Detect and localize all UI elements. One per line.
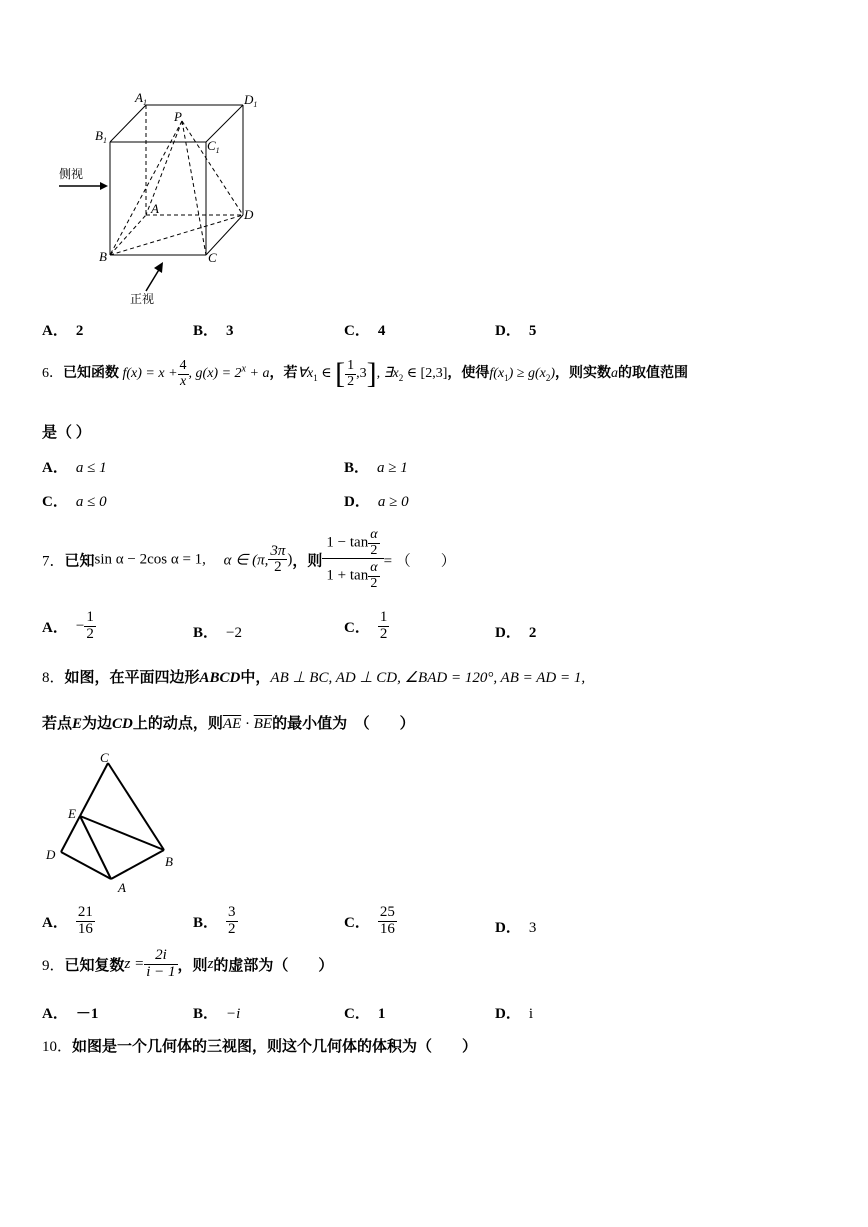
q7-option-a[interactable] (42, 610, 96, 643)
q7-option-b[interactable] (193, 621, 242, 642)
q6-in: ∈ [2,3] (403, 366, 448, 382)
q9-option-a[interactable] (42, 1002, 98, 1023)
q6-sup: x (241, 363, 246, 375)
label-d: D (46, 847, 56, 862)
q8-conditions: AB ⊥ BC, AD ⊥ CD, ∠BAD = 120°, AB = AD = 1, (270, 670, 586, 686)
q6-option-d[interactable] (344, 490, 409, 511)
q6-g-expr: , g(x) = 2 (188, 366, 242, 382)
option-value: －1 (75, 1006, 99, 1022)
q7-eq-end: = （ ） (383, 553, 456, 570)
q8-text: 的最小值为 （ ） (272, 716, 415, 732)
option-value: 2 (75, 323, 84, 339)
q6-fraction (178, 359, 189, 389)
option-value: −i (226, 1006, 241, 1022)
option-label: A． (42, 460, 68, 476)
q6-var: a (611, 366, 619, 382)
q7-text: ，则 (292, 553, 323, 570)
option-label: D． (495, 323, 521, 339)
q8-text: 如图，在平面四边形 (64, 670, 200, 686)
option-value: 2 (528, 625, 537, 641)
q7-eq: sin α − 2cos α = 1, (94, 551, 206, 568)
label-p: P (174, 109, 182, 124)
frac-num: 3 (228, 904, 236, 920)
option-value: 5 (528, 323, 537, 339)
q6-sub: 2 (398, 373, 404, 384)
option-label: C． (42, 494, 68, 510)
option-value: 3 (226, 323, 234, 339)
q5-option-d[interactable] (495, 319, 536, 340)
q6-g-expr2: + a (246, 366, 270, 382)
q9-option-c[interactable] (344, 1002, 385, 1023)
option-value: 3 (528, 920, 537, 936)
frac-num: α (370, 527, 378, 542)
edge-a-b (111, 850, 164, 879)
edge-p-c (182, 121, 206, 255)
q7-option-d[interactable] (495, 621, 536, 642)
option-value: i (528, 1006, 534, 1022)
frac-num: 4 (179, 357, 187, 373)
q8-option-c[interactable] (344, 905, 397, 938)
q8-option-a[interactable] (42, 905, 95, 938)
q6-ineq: ) (550, 366, 556, 382)
q7-half-frac (368, 528, 379, 558)
label-a: A (118, 880, 126, 895)
option-label: A． (42, 1006, 68, 1022)
label-b: B (99, 249, 107, 264)
q8-vector-be: $\overline{BE}$ (253, 716, 273, 732)
q9-fraction (144, 948, 177, 981)
frac-den: 16 (379, 920, 395, 937)
q7-cond-end: ) (287, 551, 293, 568)
q6-text: ，使得 (447, 366, 490, 382)
option-label: B． (344, 460, 370, 476)
edge-e-d (61, 816, 80, 852)
q6-bracket-left: [ (335, 357, 346, 390)
question-number: 6． (42, 366, 63, 382)
edge-e-b (80, 816, 164, 850)
q6-f-expr: f(x) = x + (122, 366, 178, 382)
q6-sub: 2 (545, 373, 551, 384)
q6-text: ，则实数 (555, 366, 612, 382)
q9-lhs: z = (124, 955, 145, 972)
frac-num: 1 (86, 609, 94, 625)
frac-num: α (370, 560, 378, 576)
option-fraction (84, 610, 96, 643)
q8-segment: CD (112, 716, 133, 732)
question-number: 9． (42, 957, 65, 974)
frac-den: 2 (347, 373, 355, 389)
label-d: D (244, 207, 254, 222)
q6-option-c[interactable] (42, 490, 107, 511)
label-a1: $A_1$ (135, 90, 147, 107)
q8-vector-ae: $\overline{AE}$ (222, 716, 242, 732)
frac-num: 1 (347, 357, 355, 373)
edge-b1-a1 (110, 105, 146, 142)
label-c1: $C_1$ (207, 138, 220, 155)
question-number: 8． (42, 670, 65, 686)
question-9-stem (42, 948, 333, 981)
q9-option-b[interactable] (193, 1002, 240, 1023)
question-8-line2 (42, 712, 415, 733)
q6-forall: ∀x (297, 366, 314, 382)
q7-big-num (322, 528, 383, 559)
label-c: C (100, 750, 109, 765)
frac-den: 2 (86, 625, 94, 642)
option-value: a ≤ 0 (75, 494, 107, 510)
q9-text: 的虚部为（ ） (213, 957, 334, 974)
q8-dot: · (241, 716, 254, 732)
question-6-stem (42, 357, 688, 391)
option-value: a ≤ 1 (75, 460, 107, 476)
q7-option-c[interactable] (344, 610, 389, 643)
q6-option-a[interactable] (42, 456, 107, 477)
q7-big-den (322, 559, 383, 591)
frac-den: 2 (228, 920, 236, 937)
option-fraction (226, 905, 238, 938)
option-value: 1 (377, 1006, 386, 1022)
q6-exists: , ∃x (376, 366, 399, 382)
q7-half-frac (368, 561, 379, 591)
q8-quad: ABCD (199, 670, 241, 686)
q10-text: 如图是一个几何体的三视图，则这个几何体的体积为（ ） (72, 1039, 478, 1055)
option-label: B． (193, 625, 219, 641)
option-value: 4 (377, 323, 386, 339)
label-c: C (208, 250, 217, 265)
q8-text: 上的动点，则 (132, 716, 223, 732)
q5-option-b[interactable] (193, 319, 234, 340)
option-label: A． (42, 323, 68, 339)
question-8-stem (42, 666, 585, 687)
q6-interval-end: ,3 (356, 366, 367, 382)
q5-option-a[interactable] (42, 319, 83, 340)
front-view-arrow-shaft (146, 268, 160, 291)
q6-option-b[interactable] (344, 456, 408, 477)
frac-den: 2 (370, 542, 378, 558)
q6-ineq: f(x (489, 366, 505, 382)
q6-ineq: ) ≥ g(x (508, 366, 546, 382)
label-b1: $B_1$ (95, 128, 107, 145)
option-fraction (76, 905, 95, 938)
q6-text: ，若 (269, 366, 298, 382)
q6-sub: 1 (313, 373, 318, 384)
option-minus: − (75, 617, 85, 634)
frac-den: 2 (379, 625, 388, 642)
option-label: C． (344, 323, 370, 339)
question-number: 7． (42, 553, 65, 570)
q9-var: z (207, 955, 214, 972)
option-label: A． (42, 619, 68, 636)
q7-big-fraction (322, 528, 383, 592)
question-6-line2: 是（ ） (42, 425, 91, 441)
q7-text: 已知 (64, 553, 95, 570)
q8-point: E (72, 716, 83, 732)
q7-big-num-text: 1 − tan (326, 534, 369, 551)
q9-text: ，则 (177, 957, 208, 974)
q9-option-d[interactable] (495, 1002, 533, 1023)
option-label: A． (42, 914, 68, 931)
frac-den: 2 (370, 576, 378, 592)
frac-den: 2 (274, 559, 282, 576)
side-view-arrowhead (100, 182, 108, 190)
front-view-label: 正视 (130, 292, 155, 306)
option-fraction (378, 610, 390, 643)
option-label: D． (495, 920, 521, 936)
q8-text: 若点 (42, 716, 73, 732)
edge-b-c (108, 763, 164, 850)
q8-option-d[interactable] (495, 916, 536, 937)
q7-big-den-text: 1 + tan (326, 568, 369, 584)
label-d1: $D_1$ (244, 92, 258, 109)
option-label: C． (344, 1006, 370, 1022)
q5-option-c[interactable] (344, 319, 385, 340)
edge-b-d (110, 215, 243, 255)
option-label: B． (193, 1006, 219, 1022)
q7-cond-fraction (268, 544, 287, 577)
q6-bracket-right: ] (366, 357, 377, 390)
edge-c-e (80, 763, 108, 816)
option-label: C． (344, 914, 370, 931)
side-view-label: 侧视 (59, 167, 84, 181)
frac-num: 21 (77, 904, 93, 920)
frac-den: x (179, 373, 187, 389)
edge-c1-d1 (206, 105, 243, 142)
option-label: B． (193, 323, 219, 339)
question-7-stem (42, 528, 456, 592)
frac-den: i − 1 (146, 963, 176, 980)
q8-text: 中， (240, 670, 271, 686)
frac-num: 1 (379, 609, 388, 625)
cube-pyramid-figure (50, 88, 280, 313)
option-value: −2 (226, 625, 242, 641)
option-label: C． (344, 619, 370, 636)
q8-text: 为边 (82, 716, 113, 732)
q9-text: 已知复数 (64, 957, 125, 974)
q6-sub: 1 (504, 373, 509, 384)
option-fraction (378, 905, 397, 938)
frac-num: 3π (270, 542, 286, 559)
question-number: 10． (42, 1039, 73, 1055)
q8-option-b[interactable] (193, 905, 238, 938)
q7-cond: α ∈ (π, (223, 552, 269, 569)
label-a: A (151, 201, 159, 216)
frac-num: 2i (144, 948, 177, 965)
option-value: a ≥ 0 (377, 494, 409, 510)
label-b: B (165, 854, 173, 869)
q6-in: ∈ (317, 366, 336, 382)
quadrilateral-figure (38, 748, 188, 898)
q6-interval-fraction (345, 359, 356, 389)
frac-den: 16 (77, 920, 93, 937)
question-10-stem (42, 1035, 477, 1056)
option-label: D． (344, 494, 370, 510)
frac-num: 25 (379, 904, 395, 920)
option-label: B． (193, 914, 219, 931)
option-label: D． (495, 625, 521, 641)
q6-text: 已知函数 (63, 366, 119, 382)
q6-text: 的取值范围 (618, 366, 689, 382)
option-value: a ≥ 1 (377, 460, 408, 476)
option-label: D． (495, 1006, 521, 1022)
label-e: E (68, 806, 76, 821)
